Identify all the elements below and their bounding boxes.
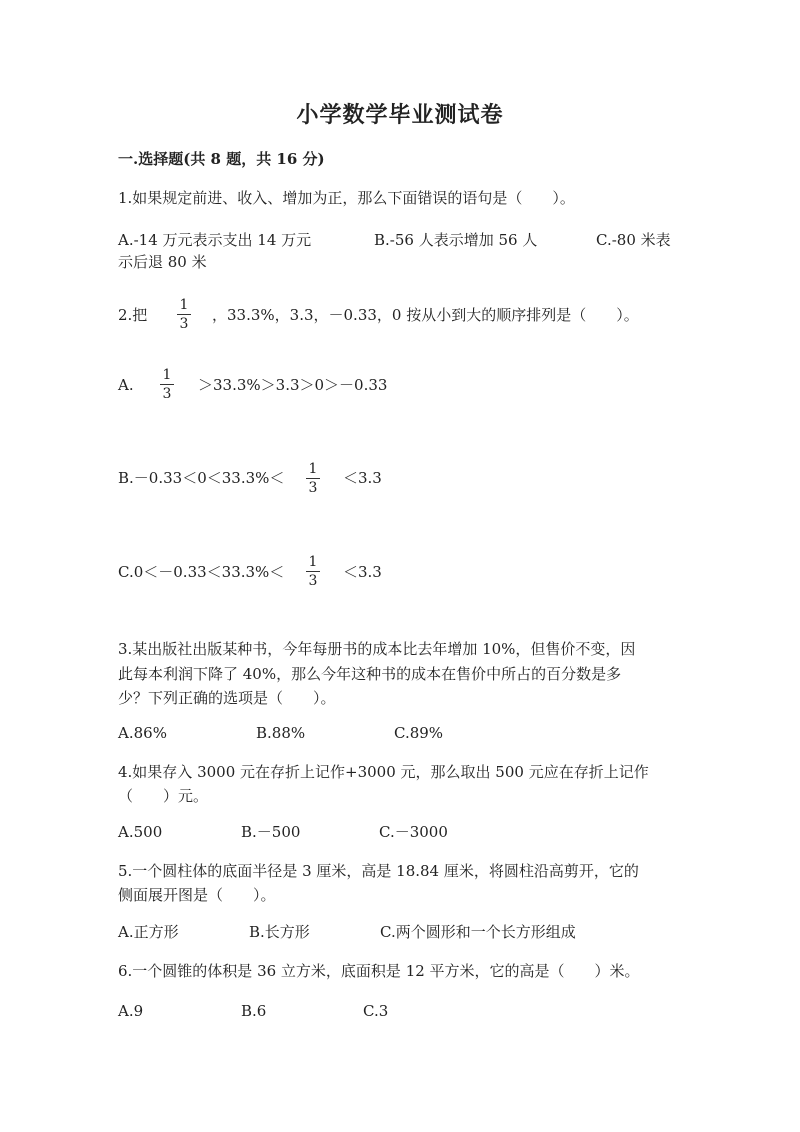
question-2-option-b-suffix: ＜3.3	[343, 469, 382, 487]
fraction-numerator: 1	[308, 554, 318, 570]
question-1-option-c-cont: 示后退 80 米	[118, 253, 207, 271]
question-6-option-b: B.6	[241, 1002, 267, 1020]
question-2-stem-prefix: 2.把	[118, 306, 148, 324]
question-3-stem-line2: 此每本利润下降了 40%，那么今年这种书的成本在售价中所占的百分数是多	[118, 665, 622, 683]
question-3-option-c: C.89%	[394, 724, 444, 742]
question-3-option-a: A.86%	[118, 724, 167, 742]
fraction-numerator: 1	[162, 367, 172, 383]
question-5-option-b: B.长方形	[249, 923, 310, 941]
question-5-option-c: C.两个圆形和一个长方形组成	[380, 923, 576, 941]
fraction-bar	[177, 314, 191, 315]
question-2-option-a-suffix: ＞33.3%＞3.3＞0＞－0.33	[198, 376, 388, 394]
fraction-bar	[306, 571, 320, 572]
question-4-stem-line2: （ ）元。	[118, 787, 209, 805]
fraction-denominator: 3	[179, 316, 189, 332]
fraction-bar	[306, 478, 320, 479]
question-4-stem-line1: 4.如果存入 3000 元在存折上记作+3000 元，那么取出 500 元应在存折上记作	[118, 763, 649, 781]
fraction-denominator: 3	[162, 386, 172, 402]
question-3-option-b: B.88%	[256, 724, 306, 742]
fraction-one-third	[306, 461, 320, 496]
question-2-stem-suffix: ，33.3%，3.3，－0.33，0 按从小到大的顺序排列是（ ）。	[212, 306, 639, 324]
question-4-option-c: C.－3000	[379, 823, 448, 841]
fraction-numerator: 1	[308, 461, 318, 477]
question-3-stem-line3: 少？下列正确的选项是（ ）。	[118, 689, 336, 707]
fraction-denominator: 3	[308, 480, 318, 496]
question-1-option-a: A.-14 万元表示支出 14 万元	[118, 231, 312, 249]
question-3-stem-line1: 3.某出版社出版某种书，今年每册书的成本比去年增加 10%，但售价不变，因	[118, 640, 636, 658]
question-6-option-c: C.3	[363, 1002, 389, 1020]
question-2-option-b-prefix: B.－0.33＜0＜33.3%＜	[118, 469, 285, 487]
question-4-option-b: B.－500	[241, 823, 301, 841]
question-5-option-a: A.正方形	[118, 923, 179, 941]
fraction-numerator: 1	[179, 297, 189, 313]
question-1-stem: 1.如果规定前进、收入、增加为正，那么下面错误的语句是（ ）。	[118, 189, 575, 207]
page-title: 小学数学毕业测试卷	[296, 102, 504, 128]
question-2-option-c-suffix: ＜3.3	[343, 563, 382, 581]
question-1-option-b: B.-56 人表示增加 56 人	[374, 231, 538, 249]
fraction-one-third	[306, 554, 320, 589]
fraction-denominator: 3	[308, 573, 318, 589]
question-5-stem-line1: 5.一个圆柱体的底面半径是 3 厘米，高是 18.84 厘米，将圆柱沿高剪开，它的	[118, 862, 639, 880]
question-1-option-c: C.-80 米表	[596, 231, 671, 249]
question-2-option-a-prefix: A.	[118, 376, 134, 394]
question-6-stem: 6.一个圆锥的体积是 36 立方米，底面积是 12 平方米，它的高是（ ）米。	[118, 962, 640, 980]
section-heading: 一.选择题(共 8 题，共 16 分)	[118, 150, 325, 168]
fraction-one-third	[177, 297, 191, 332]
question-6-option-a: A.9	[118, 1002, 144, 1020]
question-2-option-c-prefix: C.0＜－0.33＜33.3%＜	[118, 563, 285, 581]
fraction-one-third	[160, 367, 174, 402]
question-4-option-a: A.500	[118, 823, 163, 841]
question-5-stem-line2: 侧面展开图是（ ）。	[118, 886, 276, 904]
fraction-bar	[160, 384, 174, 385]
